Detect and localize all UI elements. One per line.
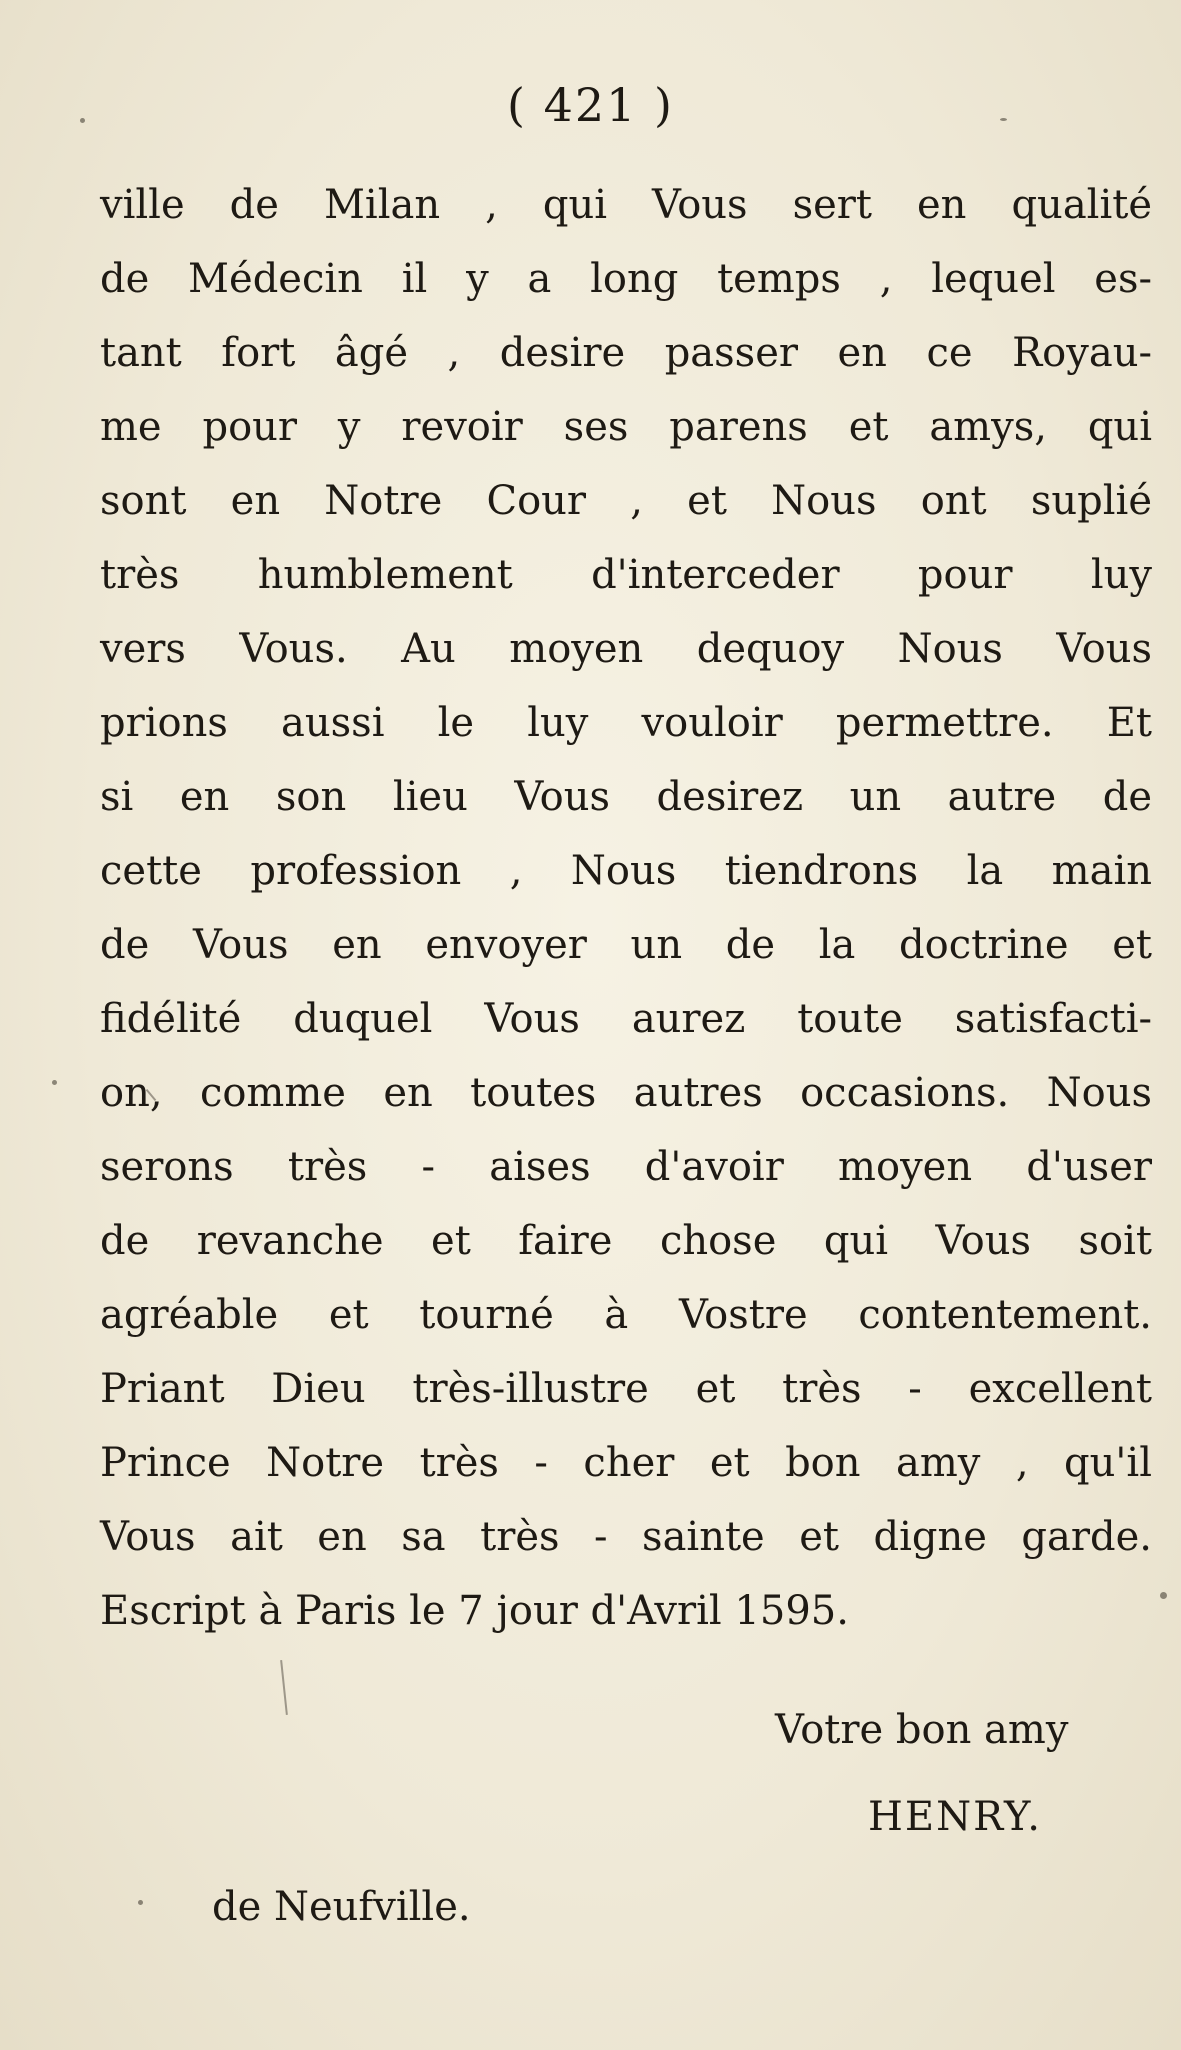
ink-speck [80,118,85,123]
text-line: on, comme en toutes autres occasions. Nous [100,1070,1152,1116]
text-line: vers Vous. Au moyen dequoy Nous Vous [100,626,1152,672]
closing-salutation: Votre bon amy [775,1707,1069,1753]
text-line: Prince Notre très - cher et bon amy , qu'il [100,1440,1152,1486]
text-line: de Médecin il y a long temps , lequel es- [100,256,1152,302]
text-line: Priant Dieu très-illustre et très - excellent [100,1366,1152,1412]
text-line: agréable et tourné à Vostre contentement. [100,1292,1152,1338]
ink-speck [138,1900,143,1905]
text-line: cette profession , Nous tiendrons la main [100,848,1152,894]
text-line: prions aussi le luy vouloir permettre. Et [100,700,1152,746]
text-line: ville de Milan , qui Vous sert en qualité [100,182,1152,228]
ink-stroke [280,1660,288,1715]
ink-speck [52,1080,57,1085]
text-line: fidélité duquel Vous aurez toute satisfacti- [100,996,1152,1042]
ink-speck [1160,1592,1167,1599]
text-line: Vous ait en sa très - sainte et digne garde. [100,1514,1152,1560]
text-line: si en son lieu Vous desirez un autre de [100,774,1152,820]
text-line: tant fort âgé , desire passer en ce Royau- [100,330,1152,376]
date-line: Escript à Paris le 7 jour d'Avril 1595. [100,1588,849,1634]
text-line: me pour y revoir ses parens et amys, qui [100,404,1152,450]
text-line: très humblement d'interceder pour luy [100,552,1152,598]
page-number: ( 421 ) [507,78,674,132]
text-line: de revanche et faire chose qui Vous soit [100,1218,1152,1264]
countersignature: de Neufville. [212,1884,471,1930]
signature: HENRY. [868,1794,1042,1840]
text-line: serons très - aises d'avoir moyen d'user [100,1144,1152,1190]
letter-body [100,168,1152,1648]
text-line: sont en Notre Cour , et Nous ont suplié [100,478,1152,524]
text-line: de Vous en envoyer un de la doctrine et [100,922,1152,968]
ink-speck [1000,118,1007,121]
